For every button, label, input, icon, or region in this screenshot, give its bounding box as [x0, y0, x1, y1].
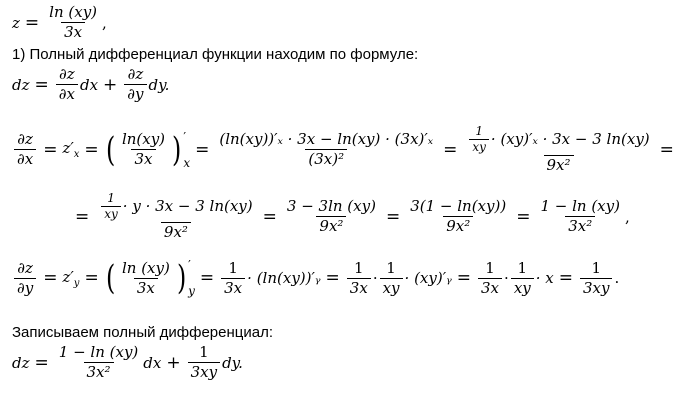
equals-sign: = [456, 268, 472, 288]
fraction-denominator: 9x² [316, 216, 346, 235]
fraction-denominator: ∂y [124, 84, 146, 103]
fraction-numerator: 3(1 − ln(xy)) [410, 197, 507, 215]
z-symbol: z [12, 13, 20, 32]
fraction-numerator: 3 − 3ln (xy) [286, 197, 376, 215]
fraction-denominator: 3x [131, 149, 155, 168]
inner-fraction [119, 131, 168, 168]
fraction-numerator: ∂z [59, 65, 75, 83]
fraction-numerator: 1 [386, 258, 396, 277]
one-over-xy [101, 192, 121, 221]
numerator-rest: · y · 3x − 3 ln(xy) [122, 197, 253, 215]
fraction-denominator: xy [469, 139, 489, 154]
fraction-numerator: 1 [199, 343, 209, 361]
prime-subscript: y [188, 284, 195, 298]
function-definition [12, 4, 107, 41]
fraction-numerator: 1 [107, 191, 115, 205]
plus-sign: + [103, 74, 118, 95]
equals-sign: = [443, 139, 458, 160]
fraction-numerator: 1 [354, 258, 364, 277]
partial-x-fraction [14, 131, 36, 168]
equals-sign: = [516, 206, 531, 227]
equals-sign: = [43, 139, 58, 160]
fraction-denominator: 3x [478, 278, 502, 297]
fraction-numerator: 1 [591, 258, 602, 277]
partial-y-derivation [12, 258, 619, 298]
equals-sign: = [84, 139, 99, 160]
final-fraction-2 [188, 344, 220, 381]
equals-sign: = [195, 139, 210, 160]
equals-sign: = [325, 268, 340, 288]
fraction-numerator: 1 − ln (xy) [540, 197, 620, 215]
equals-sign: = [34, 352, 49, 373]
term3-fraction-a [478, 260, 502, 297]
fraction-denominator: ∂x [14, 149, 36, 168]
fraction-numerator [464, 125, 652, 155]
final-fraction-1 [56, 344, 142, 381]
equals-sign: = [84, 268, 99, 288]
expanded-fraction [464, 125, 652, 174]
comma: , [624, 207, 630, 226]
period: . [614, 269, 620, 287]
equals-sign: = [199, 268, 215, 288]
fraction-numerator: 1 [485, 258, 495, 277]
equals-sign: = [75, 206, 90, 227]
inner-fraction [119, 260, 173, 297]
fraction-denominator: 3x² [84, 362, 114, 381]
dz-symbol: dz [12, 75, 30, 94]
equals-sign: = [385, 206, 401, 227]
fraction-denominator: 9x² [544, 155, 574, 174]
fraction-denominator: 9x² [443, 216, 473, 235]
fraction-denominator: 3x [61, 22, 85, 41]
term1-tail: · (ln(xy))′ᵧ [247, 269, 321, 287]
fraction-numerator: 1 [228, 258, 238, 277]
prime-marker [188, 258, 195, 298]
term3-tail: · x [535, 269, 554, 287]
fraction-denominator: 3x² [565, 216, 595, 235]
dz-formula [12, 66, 169, 103]
fraction-numerator: 1 [517, 258, 528, 277]
fraction-denominator: ∂y [14, 278, 36, 297]
step1-text: 1) Полный дифференциал функции находим по формуле: [12, 46, 419, 63]
final-differential [12, 344, 243, 381]
term2-tail: · (xy)′ᵧ [404, 269, 452, 287]
plus-sign: + [166, 352, 181, 373]
z-prime-x [62, 139, 79, 160]
left-paren: ( [105, 258, 115, 298]
fraction-denominator: 9x² [161, 222, 191, 241]
partial-x-continuation [70, 192, 630, 241]
fraction-denominator: (3x)² [305, 149, 347, 168]
fraction-numerator: 1 − ln (xy) [58, 343, 139, 361]
quotient-rule-fraction [216, 131, 436, 168]
dz-symbol: dz [12, 353, 30, 372]
equals-sign: = [558, 268, 573, 288]
dy-symbol: dy. [148, 75, 170, 94]
fraction-numerator: ln (xy) [121, 258, 170, 277]
partial-y-fraction [124, 66, 146, 103]
result-fraction [580, 260, 612, 297]
subscript-y: y [73, 277, 80, 289]
comma: , [102, 13, 107, 32]
one-over-xy [469, 125, 489, 154]
left-paren: ( [105, 129, 115, 170]
dx-symbol: dx [143, 353, 162, 372]
simplified-fraction-3 [407, 198, 509, 235]
term1-fraction [221, 260, 245, 297]
z-prime: z′ [62, 139, 74, 157]
fraction-denominator: 3x [347, 278, 371, 297]
simplified-fraction-2 [284, 198, 379, 235]
dy-symbol: dy. [222, 353, 243, 372]
fraction-denominator: xy [101, 206, 121, 221]
equals-sign: = [34, 74, 49, 95]
simplified-fraction-4 [537, 198, 623, 235]
fraction-numerator: ∂z [17, 258, 33, 277]
numerator-rest: · (xy)′ₓ · 3x − 3 ln(xy) [490, 130, 650, 148]
prime: ′ [183, 129, 187, 144]
equals-sign: = [659, 139, 674, 160]
fraction-denominator: 3xy [580, 278, 612, 297]
fraction-numerator: ln (xy) [49, 3, 98, 21]
fraction-denominator: xy [511, 278, 534, 297]
fraction-denominator: 3x [221, 278, 245, 297]
partial-x-fraction [56, 66, 78, 103]
simplified-fraction-1 [96, 192, 255, 241]
fraction-denominator: xy [380, 278, 403, 297]
dot: · [504, 269, 509, 287]
fraction-numerator: ∂z [127, 65, 144, 83]
equals-sign: = [43, 268, 58, 288]
dot: · [372, 269, 378, 287]
z-prime-y [62, 268, 79, 289]
z-prime: z′ [62, 267, 74, 286]
step2-text: Записываем полный дифференциал: [12, 324, 274, 341]
dx-symbol: dx [79, 75, 99, 94]
right-paren: ) [176, 258, 187, 298]
prime-subscript: x [183, 155, 191, 170]
term3-fraction-b [511, 260, 534, 297]
fraction-denominator: 3x [134, 278, 158, 297]
fraction-numerator: ln(xy) [121, 130, 166, 148]
term2-fraction-b [380, 260, 403, 297]
subscript-x: x [73, 149, 80, 160]
function-fraction [46, 4, 100, 41]
fraction-numerator: ∂z [17, 130, 33, 148]
partial-x-derivation [12, 125, 679, 174]
term2-fraction-a [347, 260, 371, 297]
equals-sign: = [24, 12, 40, 33]
prime-marker [183, 130, 190, 170]
right-paren: ) [172, 129, 182, 170]
fraction-numerator [96, 192, 255, 222]
partial-y-fraction [14, 260, 36, 297]
fraction-numerator: (ln(xy))′ₓ · 3x − ln(xy) · (3x)′ₓ [219, 130, 434, 148]
fraction-denominator: 3xy [188, 362, 220, 381]
fraction-numerator: 1 [475, 124, 483, 138]
equals-sign: = [262, 206, 277, 227]
fraction-denominator: ∂x [56, 84, 78, 103]
prime: ′ [188, 258, 191, 272]
